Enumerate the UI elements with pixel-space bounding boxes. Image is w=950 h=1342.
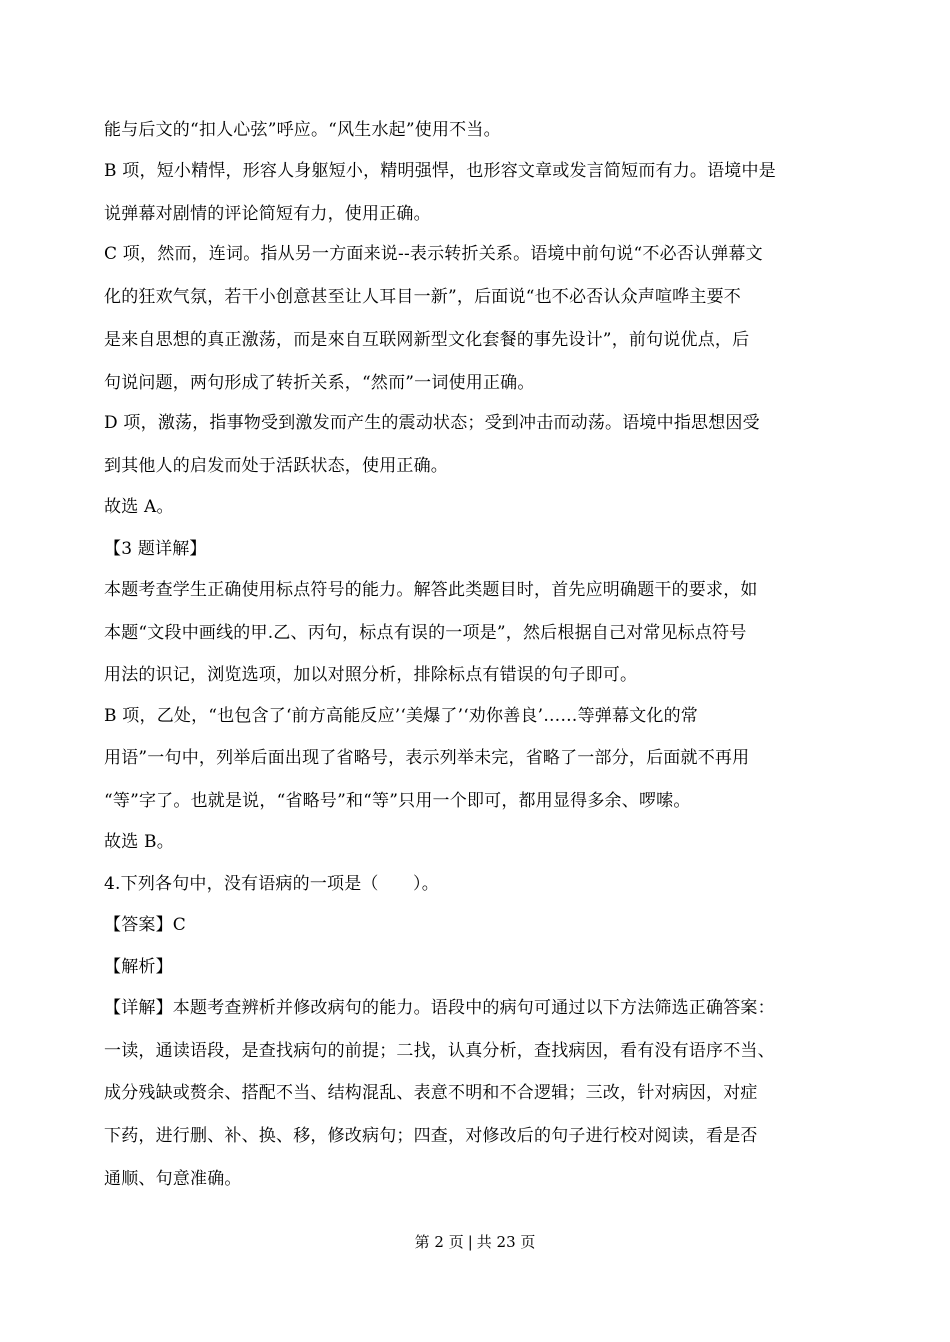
text-line: 到其他人的启发而处于活跃状态，使用正确。 [104,456,448,476]
text-line: 成分残缺或赘余、搭配不当、结构混乱、表意不明和不合逻辑；三改，针对病因，对症 [104,1083,758,1103]
text-line: 用法的识记，浏览选项，加以对照分析，排除标点有错误的句子即可。 [104,665,638,685]
text-line: 用语”一句中，列举后面出现了省略号，表示列举未完，省略了一部分，后面就不再用 [104,748,750,768]
text-line: 故选 B。 [104,832,174,852]
page-total: 共 23 页 [476,1233,536,1251]
text-line: 能与后文的“扣人心弦”呼应。“风生水起”使用不当。 [104,120,501,140]
text-line: 故选 A。 [104,497,174,517]
text-line: 本题考查学生正确使用标点符号的能力。解答此类题目时，首先应明确题干的要求，如 [104,580,758,600]
text-line: 是来自思想的真正激荡，而是來自互联网新型文化套餐的事先设计”，前句说优点，后 [104,330,750,350]
page-footer [0,1232,950,1252]
section-heading: 【解析】 [104,957,173,977]
text-line: 本题“文段中画线的甲.乙、丙句，标点有误的一项是”，然后根据自己对常见标点符号 [104,623,747,643]
text-line: 句说问题，两句形成了转折关系，“然而”一词使用正确。 [104,373,535,393]
text-line: 化的狂欢气氛，若干小创意甚至让人耳目一新”，后面说“也不必否认众声喧哗主要不 [104,287,741,307]
page-number: 第 2 页 [414,1233,464,1251]
text-line: 通顺、句意准确。 [104,1169,242,1189]
text-line: B 项，乙处，“也包含了‘前方高能反应’‘美爆了’‘劝你善良’……等弹幕文化的常 [104,706,699,726]
question-title: 4.下列各句中，没有语病的一项是（ ）。 [104,874,439,894]
text-line: “等”字了。也就是说，“省略号”和“等”只用一个即可，都用显得多余、啰嗦。 [104,791,691,811]
text-line: C 项，然而，连词。指从另一方面来说--表示转折关系。语境中前句说“不必否认弹幕文 [104,244,763,264]
answer-line: 【答案】C [104,915,187,935]
text-line: D 项，激荡，指事物受到激发而产生的震动状态；受到冲击而动荡。语境中指思想因受 [104,413,760,433]
text-line: 【详解】本题考查辨析并修改病句的能力。语段中的病句可通过以下方法筛选正确答案： [104,998,775,1018]
text-line: 一读，通读语段，是查找病句的前提；二找，认真分析，查找病因，看有没有语序不当、 [104,1041,775,1061]
text-line: B 项，短小精悍，形容人身躯短小，精明强悍，也形容文章或发言简短而有力。语境中是 [104,161,776,181]
footer-separator: | [467,1233,473,1251]
text-line: 说弹幕对剧情的评论简短有力，使用正确。 [104,204,431,224]
text-line: 下药，进行删、补、换、移，修改病句；四查，对修改后的句子进行校对阅读，看是否 [104,1126,758,1146]
section-heading: 【3 题详解】 [104,539,207,559]
